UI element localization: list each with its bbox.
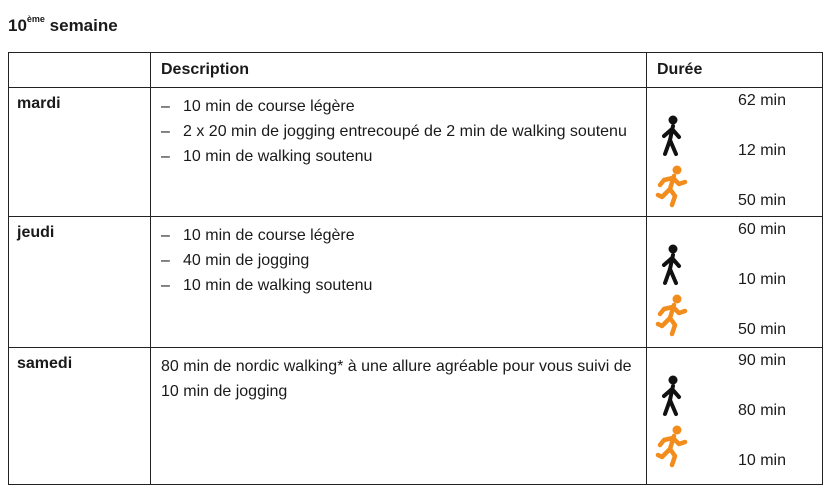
week-number: 10 [8,16,27,35]
header-day [9,53,151,88]
activity-description: 80 min de nordic walking* à une allure agréable pour vous suivi de 10 min de jogging [161,358,632,400]
description-cell [151,217,647,348]
walking-person-icon [657,114,687,158]
duration-cell [647,217,823,348]
running-person-icon [655,164,689,208]
running-person-icon [655,424,689,468]
day-cell [9,88,151,217]
duration-cell [647,88,823,217]
running-duration: 10 min [737,452,786,469]
activity-item: – 10 min de course légère [161,223,636,248]
description-cell [151,348,647,485]
week-label: semaine [44,16,118,35]
day-label: mardi [17,95,61,112]
walking-person-icon [657,243,687,287]
day-cell [9,348,151,485]
walking-duration: 12 min [737,142,786,159]
day-cell [9,217,151,348]
duration-cell [647,348,823,485]
running-duration: 50 min [737,321,786,338]
total-duration: 90 min [737,352,786,369]
table-row [9,348,823,485]
activity-item: – 10 min de course légère [161,94,636,119]
walking-person-icon [657,374,687,418]
activity-list [151,88,646,169]
table-row [9,88,823,217]
activity-item: – 10 min de walking soutenu [161,144,636,169]
table-header-row [9,53,823,88]
table-row [9,217,823,348]
header-duration: Durée [647,53,823,88]
week-ordinal-suffix: ème [26,14,45,24]
activity-item: – 10 min de walking soutenu [161,273,636,298]
activity-list [151,217,646,298]
activity-item: – 2 x 20 min de jogging entrecoupé de 2 min de walking soutenu [161,119,636,144]
header-description: Description [151,53,647,88]
activity-item: – 40 min de jogging [161,248,636,273]
running-duration: 50 min [737,192,786,209]
day-label: samedi [17,355,73,372]
walking-duration: 80 min [737,402,786,419]
total-duration: 62 min [737,92,786,109]
total-duration: 60 min [737,221,786,238]
week-title [8,16,118,36]
description-cell [151,88,647,217]
running-person-icon [655,293,689,337]
training-table [8,52,823,485]
day-label: jeudi [17,224,55,241]
walking-duration: 10 min [737,271,786,288]
